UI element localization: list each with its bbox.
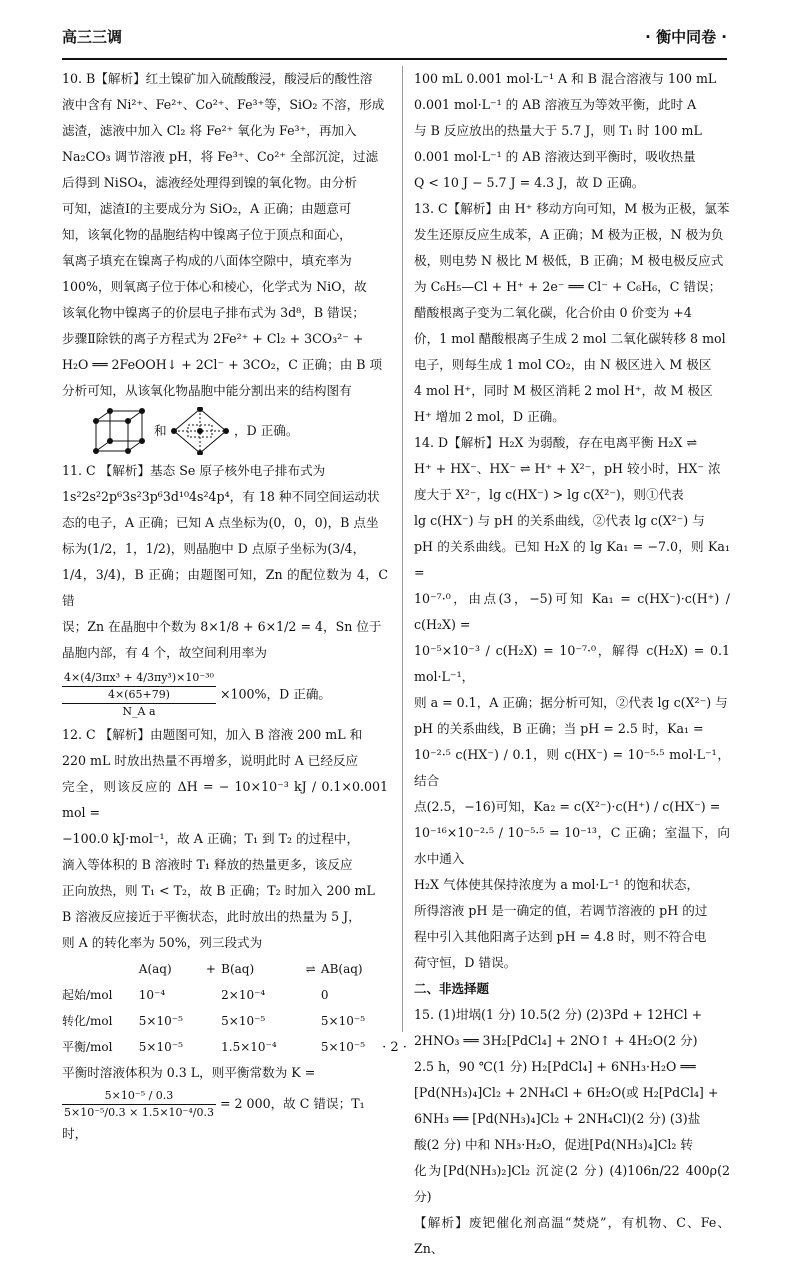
page-header — [62, 18, 727, 60]
table-cell — [206, 982, 221, 1008]
header-right: · 衡中同卷 · — [645, 28, 727, 46]
q12-k-num: 5×10⁻⁵ / 0.3 — [62, 1088, 216, 1105]
q12-line: 12. C 【解析】由题图可知，加入 B 溶液 200 mL 和 — [62, 727, 363, 742]
q15-line: 6NH₃ ══ [Pd(NH₃)₄]Cl₂ + 2NH₄Cl)(2 分) (3)盐 — [414, 1111, 701, 1126]
table-cell: 平衡/mol — [62, 1040, 113, 1054]
q12-line: 完全，则该反应的 ΔH = − 10×10⁻³ kJ / 0.1×0.001 mol = — [62, 779, 388, 820]
q10-figure — [62, 406, 388, 456]
q14-line: 10⁻²·⁵ c(HX⁻) / 0.1，则 c(HX⁻) = 10⁻⁵·⁵ mol·L⁻¹，结合 — [414, 747, 730, 788]
section-title: 二、非选择题 — [414, 981, 490, 996]
table-cell: 转化/mol — [62, 1014, 113, 1028]
q11-line: 1/4，3/4)，B 正确；由题图可知，Zn 的配位数为 4，C 错 — [62, 567, 388, 608]
q10-text — [62, 66, 388, 404]
q14-line: 点(2.5，−16)可知，Ka₂ = c(X²⁻)·c(H⁺) / c(HX⁻) = — [414, 799, 721, 814]
q12c-line: 100 mL 0.001 mol·L⁻¹ A 和 B 混合溶液与 100 mL — [414, 71, 717, 86]
q13-line: 13. C【解析】由 H⁺ 移动方向可知，M 极为正极，氯苯 — [414, 201, 730, 216]
q11-line: 态的电子，A 正确；已知 A 点坐标为(0，0，0)，B 点坐 — [62, 515, 379, 530]
q10-line: 10. B【解析】红土镍矿加入硫酸酸浸，酸浸后的酸性溶 — [62, 71, 373, 86]
table-cell — [206, 1008, 221, 1034]
q10-line: 氧离子填充在镍离子构成的八面体空隙中，填充率为 — [62, 253, 352, 268]
table-cell: ⇌ — [305, 962, 316, 976]
q13-line: 为 C₆H₅—Cl + H⁺ + 2e⁻ ══ Cl⁻ + C₆H₆，C 错误； — [414, 279, 722, 294]
q10-line: 该氧化物中镍离子的价层电子排布式为 3d⁸，B 错误； — [62, 305, 365, 320]
q12c-line: 0.001 mol·L⁻¹ 的 AB 溶液达到平衡时，吸收热量 — [414, 149, 696, 164]
q12c-line: 与 B 反应放出的热量大于 5.7 J，则 T₁ 时 100 mL — [414, 123, 702, 138]
header-left: 高三三调 — [62, 28, 123, 46]
q11-frac-tail: ×100%，D 正确。 — [219, 686, 332, 702]
q14-line: 10⁻⁷·⁰，由点(3，−5)可知 Ka₁ = c(HX⁻)·c(H⁺) / c(H₂X) = — [414, 591, 730, 632]
table-cell: 5×10⁻⁵ — [221, 1014, 266, 1028]
table-cell — [306, 982, 321, 1008]
table-cell: 5×10⁻⁵ — [138, 1014, 183, 1028]
q15-line: 2HNO₃ ══ 3H₂[PdCl₄] + 2NO↑ + 4H₂O(2 分) — [414, 1033, 698, 1048]
table-cell: 起始/mol — [62, 988, 113, 1002]
q15-line: 2.5 h，90 ℃(1 分) H₂[PdCl₄] + 6NH₃·H₂O ══ — [414, 1059, 696, 1074]
q11-frac-den2: N_A a — [62, 703, 216, 720]
q12-line: 则 A 的转化率为 50%，列三段式为 — [62, 935, 263, 950]
q10-line: 知，该氧化物的晶胞结构中镍离子位于顶点和面心， — [62, 227, 352, 242]
q14-line: 度大于 X²⁻，lg c(HX⁻) > lg c(X²⁻)，则①代表 — [414, 487, 684, 502]
q12-line: 220 mL 时放出热量不再增多，说明此时 A 已经反应 — [62, 753, 359, 768]
q15-text — [414, 1002, 730, 1210]
column-divider — [402, 66, 403, 1032]
table-cell: 0 — [320, 988, 329, 1002]
table-cell: B(aq) — [221, 962, 255, 976]
q15-line: [Pd(NH₃)₄]Cl₂ + 2NH₄Cl + 6H₂O(或 H₂[PdCl₄] + — [414, 1085, 719, 1100]
q13-line: 电子，则每生成 1 mol CO₂，由 N 极区进入 M 极区 — [414, 357, 712, 372]
cube-structure-icon — [92, 407, 152, 455]
q10-line: 步骤Ⅱ除铁的离子方程式为 2Fe²⁺ + Cl₂ + 3CO₃²⁻ + — [62, 331, 364, 346]
q11-fraction — [62, 670, 388, 720]
table-cell: 1.5×10⁻⁴ — [221, 1040, 277, 1054]
table-cell: + — [205, 962, 216, 976]
table-row — [62, 956, 388, 982]
q13-line: 醋酸根离子变为二氧化碳，化合价由 0 价变为 +4 — [414, 305, 692, 320]
q13-line: 价，1 mol 醋酸根离子生成 2 mol 二氧化碳转移 8 mol — [414, 331, 726, 346]
q10-line: H₂O ══ 2FeOOH↓ + 2Cl⁻ + 3CO₂，C 正确；由 B 项 — [62, 357, 383, 372]
q15-line: 15. (1)坩埚(1 分) 10.5(2 分) (2)3Pd + 12HCl + — [414, 1007, 703, 1022]
table-row — [62, 982, 388, 1008]
column-right — [414, 66, 730, 1262]
q12-line: 滴入等体积的 B 溶液时 T₁ 释放的热量更多，该反应 — [62, 857, 353, 872]
table-cell — [62, 956, 139, 982]
q14-line: 所得溶液 pH 是一确定的值，若调节溶液的 pH 的过 — [414, 903, 708, 918]
q14-line: 10⁻¹⁶×10⁻²·⁵ / 10⁻⁵·⁵ = 10⁻¹³，C 正确；室温下，向水中通入 — [414, 825, 730, 866]
q12-k-expression — [62, 1088, 388, 1147]
table-cell: 5×10⁻⁵ — [320, 1040, 366, 1054]
q10-fig-tail: ，D 正确。 — [234, 423, 299, 438]
q11-frac-den1: 4×(65+79) — [107, 688, 170, 701]
octahedron-structure-icon — [170, 407, 230, 455]
table-cell: 10⁻⁴ — [138, 988, 166, 1002]
q14-line: pH 的关系曲线。已知 H₂X 的 lg Ka₁ = −7.0，则 Ka₁ = — [414, 539, 730, 580]
q13-line: 4 mol H⁺，同时 M 极区消耗 2 mol H⁺，故 M 极区 — [414, 383, 713, 398]
q10-line: 后得到 NiSO₄，滤液经处理得到镍的氧化物。由分析 — [62, 175, 357, 190]
q14-line: pH 的关系曲线，B 正确；当 pH = 2.5 时，Ka₁ = — [414, 721, 704, 736]
table-cell — [306, 1008, 321, 1034]
q11-line: 标为(1/2，1，1/2)，则晶胞中 D 点原子坐标为(3/4， — [62, 541, 366, 556]
q13-line: H⁺ 增加 2 mol，D 正确。 — [414, 409, 565, 424]
column-left — [62, 66, 388, 1147]
q14-line: 则 a = 0.1，A 正确；据分析可知，②代表 lg c(X²⁻) 与 — [414, 695, 728, 710]
q11-line: 误；Zn 在晶胞中个数为 8×1/8 + 6×1/2 = 4，Sn 位于 — [62, 619, 382, 634]
q12-text — [62, 722, 388, 956]
q12-k-den: 5×10⁻⁵/0.3 × 1.5×10⁻⁴/0.3 — [64, 1106, 214, 1119]
q13-line: 发生还原反应生成苯，A 正确；M 极为正极，N 极为负 — [414, 227, 724, 242]
table-cell: 5×10⁻⁵ — [320, 1014, 366, 1028]
q10-line: Na₂CO₃ 调节溶液 pH，将 Fe³⁺、Co²⁺ 全部沉淀，过滤 — [62, 149, 379, 164]
q14-line: lg c(HX⁻) 与 pH 的关系曲线，②代表 lg c(X²⁻) 与 — [414, 513, 705, 528]
q11-line: 1s²2s²2p⁶3s²3p⁶3d¹⁰4s²4p⁴，有 18 种不同空间运动状 — [62, 489, 380, 504]
q11-line: 晶胞内部，有 4 个，故空间利用率为 — [62, 645, 267, 660]
q11-frac-num: 4×(4/3πx³ + 4/3πy³)×10⁻³⁰ — [62, 670, 216, 687]
q14-line: H₂X 气体使其保持浓度为 a mol·L⁻¹ 的饱和状态， — [414, 877, 700, 892]
page-number: · 2 · — [382, 1040, 407, 1055]
q10-line: 100%，则氧离子位于体心和棱心，化学式为 NiO，故 — [62, 279, 367, 294]
q10-line: 液中含有 Ni²⁺、Fe²⁺、Co²⁺、Fe³⁺等，SiO₂ 不溶，形成 — [62, 97, 385, 112]
q11-line: 11. C 【解析】基态 Se 原子核外电子排布式为 — [62, 463, 326, 478]
table-row — [62, 1008, 388, 1034]
q10-line: 可知，滤渣Ⅰ的主要成分为 SiO₂，A 正确；由题意可 — [62, 201, 352, 216]
q10-line: 滤渣，滤液中加入 Cl₂ 将 Fe²⁺ 氧化为 Fe³⁺，再加入 — [62, 123, 357, 138]
q13-text — [414, 196, 730, 430]
q12-line: 正向放热，则 T₁ < T₂，故 B 正确；T₂ 时加入 200 mL — [62, 883, 375, 898]
q12-line: B 溶液反应接近于平衡状态，此时放出的热量为 5 J， — [62, 909, 361, 924]
q15-line: 酸(2 分) 中和 NH₃·H₂O，促进[Pd(NH₃)₄]Cl₂ 转 — [414, 1137, 694, 1152]
table-cell: 5×10⁻⁵ — [138, 1040, 183, 1054]
table-cell: AB(aq) — [320, 962, 363, 976]
table-cell: 2×10⁻⁴ — [221, 988, 266, 1002]
q12-line: −100.0 kJ·mol⁻¹，故 A 正确；T₁ 到 T₂ 的过程中， — [62, 831, 360, 846]
q15-line: 化为[Pd(NH₃)₂]Cl₂ 沉淀(2 分) (4)106n/22 400ρ(2 分) — [414, 1163, 730, 1204]
q13-line: 极，则电势 N 极比 M 极低，B 正确；M 极电极反应式 — [414, 253, 724, 268]
table-cell: A(aq) — [138, 962, 172, 976]
q14-line: 14. D【解析】H₂X 为弱酸，存在电离平衡 H₂X ⇌ — [414, 435, 697, 450]
q12-continued — [414, 66, 730, 196]
q14-text — [414, 430, 730, 976]
q10-fig-and: 和 — [154, 423, 167, 438]
q11-text — [62, 458, 388, 666]
q14-line: 程中引入其他阳离子达到 pH = 4.8 时，则不符合电 — [414, 929, 707, 944]
q15-last-line: 【解析】废钯催化剂高温“焚烧”，有机物、C、Fe、Zn、 — [414, 1215, 730, 1256]
q12-tail2: = 2 000，故 C 错误；T₁ 时， — [62, 1096, 365, 1141]
q12c-line: 0.001 mol·L⁻¹ 的 AB 溶液互为等效平衡，此时 A — [414, 97, 697, 112]
q14-line: H⁺ + HX⁻、HX⁻ ⇌ H⁺ + X²⁻，pH 较小时，HX⁻ 浓 — [414, 461, 721, 476]
q14-line: 荷守恒，D 错误。 — [414, 955, 517, 970]
q12-tail1: 平衡时溶液体积为 0.3 L，则平衡常数为 K = — [62, 1065, 316, 1080]
q14-line: 10⁻⁵×10⁻³ / c(H₂X) = 10⁻⁷·⁰，解得 c(H₂X) = 0.1 mol·L⁻¹， — [414, 643, 730, 684]
q12c-line: Q < 10 J − 5.7 J = 4.3 J，故 D 正确。 — [414, 175, 645, 190]
q10-line: 分析可知，从该氧化物晶胞中能分割出来的结构图有 — [62, 383, 352, 398]
